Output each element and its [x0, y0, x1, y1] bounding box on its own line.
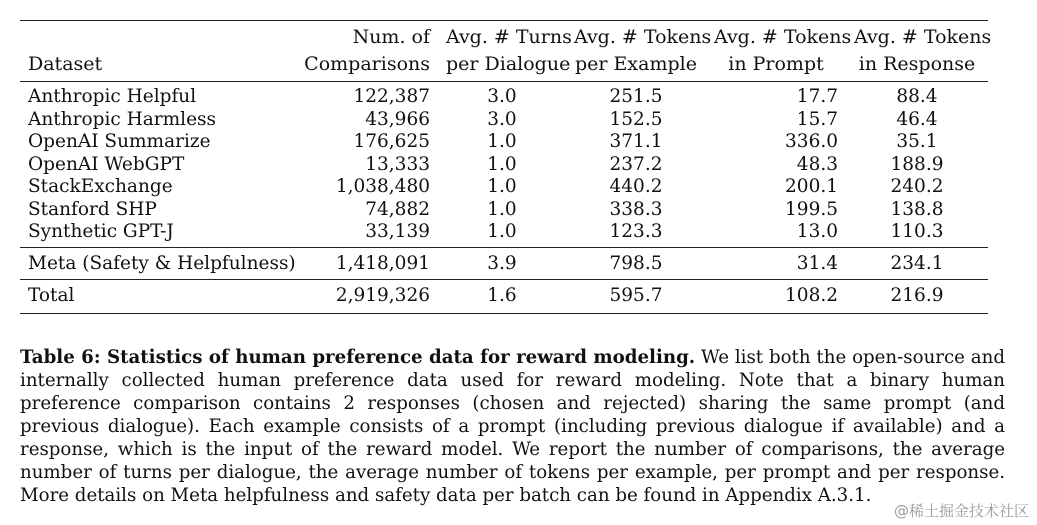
header-avg-turns: [438, 21, 572, 82]
cell-dataset: StackExchange: [28, 176, 173, 197]
cell-dataset: Anthropic Helpful: [28, 86, 197, 107]
cell-avg-tokens-prompt: 13.0: [796, 221, 838, 242]
header-line: Num. of: [352, 26, 430, 48]
cell-avg-tokens-example: 123.3: [609, 221, 663, 242]
cell-avg-tokens-prompt: 108.2: [785, 285, 838, 306]
statistics-table-container: [20, 20, 992, 314]
cell-avg-turns: 1.0: [487, 131, 517, 152]
cell-avg-tokens-example: 440.2: [609, 176, 663, 197]
cell-num-comparisons: 1,038,480: [335, 176, 430, 197]
cell-avg-tokens-example: 251.5: [609, 86, 663, 107]
cell-num-comparisons: 2,919,326: [335, 285, 430, 306]
cell-avg-tokens-prompt: 48.3: [796, 153, 838, 175]
header-row: [20, 21, 988, 82]
cell-avg-tokens-response: 216.9: [890, 285, 944, 306]
cell-avg-turns: 1.0: [487, 176, 517, 197]
header-line: in Response: [858, 53, 976, 75]
header-line: per Example: [575, 53, 697, 75]
caption-text: We list both the open-source and internally collected human preference data used for reward modeling. Note that a binary human preference comparison contains 2 responses (chosen and rejected) sharing the same prompt (and previous dialogue). Each example consists of a prompt (including previous dialogue if available) and a response, which is the input of the reward model. We report the number of comparisons, the average number of turns per dialogue, the average number of tokens per example, per prompt and per response. More details on Meta helpfulness and safety data per batch can be found in Appendix A.3.1.: [20, 347, 1005, 506]
cell-avg-tokens-response: 35.1: [896, 131, 938, 152]
table-row: [20, 82, 988, 109]
cell-dataset: OpenAI WebGPT: [28, 153, 185, 175]
cell-avg-tokens-example: 371.1: [609, 131, 663, 152]
cell-dataset: Meta (Safety & Helpfulness): [28, 252, 296, 274]
table-row: [20, 221, 988, 247]
header-dataset: [20, 21, 292, 82]
cell-num-comparisons: 176,625: [353, 131, 430, 152]
header-avg-tokens-response: [846, 21, 992, 82]
cell-avg-tokens-prompt: 199.5: [785, 198, 838, 220]
cell-avg-turns: 1.0: [487, 221, 517, 242]
cell-avg-turns: 3.9: [487, 252, 517, 274]
cell-num-comparisons: 1,418,091: [335, 252, 430, 274]
cell-avg-tokens-response: 46.4: [896, 108, 938, 130]
table-group-open-source: [20, 82, 988, 248]
cell-avg-tokens-prompt: 15.7: [796, 108, 838, 130]
cell-avg-tokens-response: 88.4: [896, 86, 938, 107]
cell-dataset: Stanford SHP: [28, 198, 157, 220]
cell-avg-turns: 1.0: [487, 153, 517, 175]
header-line: Avg. # Tokens: [854, 26, 992, 48]
header-line: Avg. # Tokens: [574, 26, 712, 48]
cell-avg-turns: 1.0: [487, 198, 517, 220]
cell-avg-tokens-response: 138.8: [890, 198, 944, 220]
table-group-total: [20, 280, 988, 314]
cell-avg-tokens-response: 240.2: [890, 176, 944, 197]
header-line: per Dialogue: [446, 53, 571, 75]
cell-num-comparisons: 43,966: [365, 108, 430, 130]
cell-avg-tokens-prompt: 336.0: [785, 131, 838, 152]
cell-avg-tokens-response: 234.1: [890, 252, 944, 274]
cell-num-comparisons: 74,882: [365, 198, 430, 220]
cell-avg-turns: 3.0: [487, 86, 517, 107]
cell-avg-tokens-example: 152.5: [609, 108, 663, 130]
table-row: [20, 176, 988, 199]
cell-avg-tokens-example: 237.2: [609, 153, 663, 175]
cell-avg-tokens-example: 798.5: [609, 252, 663, 274]
table-caption: [20, 346, 1005, 507]
header-line: Comparisons: [304, 53, 430, 75]
cell-avg-tokens-prompt: 31.4: [796, 252, 838, 274]
header-num-comparisons: [292, 21, 438, 82]
table-row: [20, 109, 988, 132]
watermark: @稀土掘金技术社区: [893, 502, 1029, 520]
statistics-table: [20, 20, 992, 314]
cell-dataset: Total: [28, 285, 75, 306]
cell-avg-tokens-response: 188.9: [890, 153, 944, 175]
cell-avg-tokens-example: 595.7: [609, 285, 663, 306]
cell-dataset: Synthetic GPT-J: [28, 221, 174, 242]
cell-num-comparisons: 122,387: [353, 86, 430, 107]
table-row: [20, 247, 988, 280]
header-avg-tokens-prompt: [706, 21, 852, 82]
table-row: [20, 154, 988, 177]
header-line: Dataset: [28, 53, 103, 75]
cell-dataset: OpenAI Summarize: [28, 131, 211, 152]
header-avg-tokens-example: [566, 21, 712, 82]
table-row: [20, 199, 988, 222]
table-row: [20, 280, 988, 314]
cell-avg-turns: 1.6: [487, 285, 517, 306]
header-line: Avg. # Turns: [446, 26, 572, 48]
cell-avg-tokens-response: 110.3: [890, 221, 944, 242]
table-row: [20, 131, 988, 154]
cell-avg-tokens-example: 338.3: [609, 198, 663, 220]
cell-num-comparisons: 33,139: [365, 221, 430, 242]
header-line: in Prompt: [728, 53, 824, 75]
cell-avg-tokens-prompt: 17.7: [796, 86, 838, 107]
cell-avg-tokens-prompt: 200.1: [785, 176, 838, 197]
table-group-meta: [20, 247, 988, 280]
cell-dataset: Anthropic Harmless: [28, 108, 217, 130]
header-line: Avg. # Tokens: [714, 26, 852, 48]
cell-num-comparisons: 13,333: [365, 153, 430, 175]
cell-avg-turns: 3.0: [487, 108, 517, 130]
caption-label: Table 6: Statistics of human preference data for reward modeling.: [20, 347, 696, 368]
table-header: [20, 21, 992, 82]
